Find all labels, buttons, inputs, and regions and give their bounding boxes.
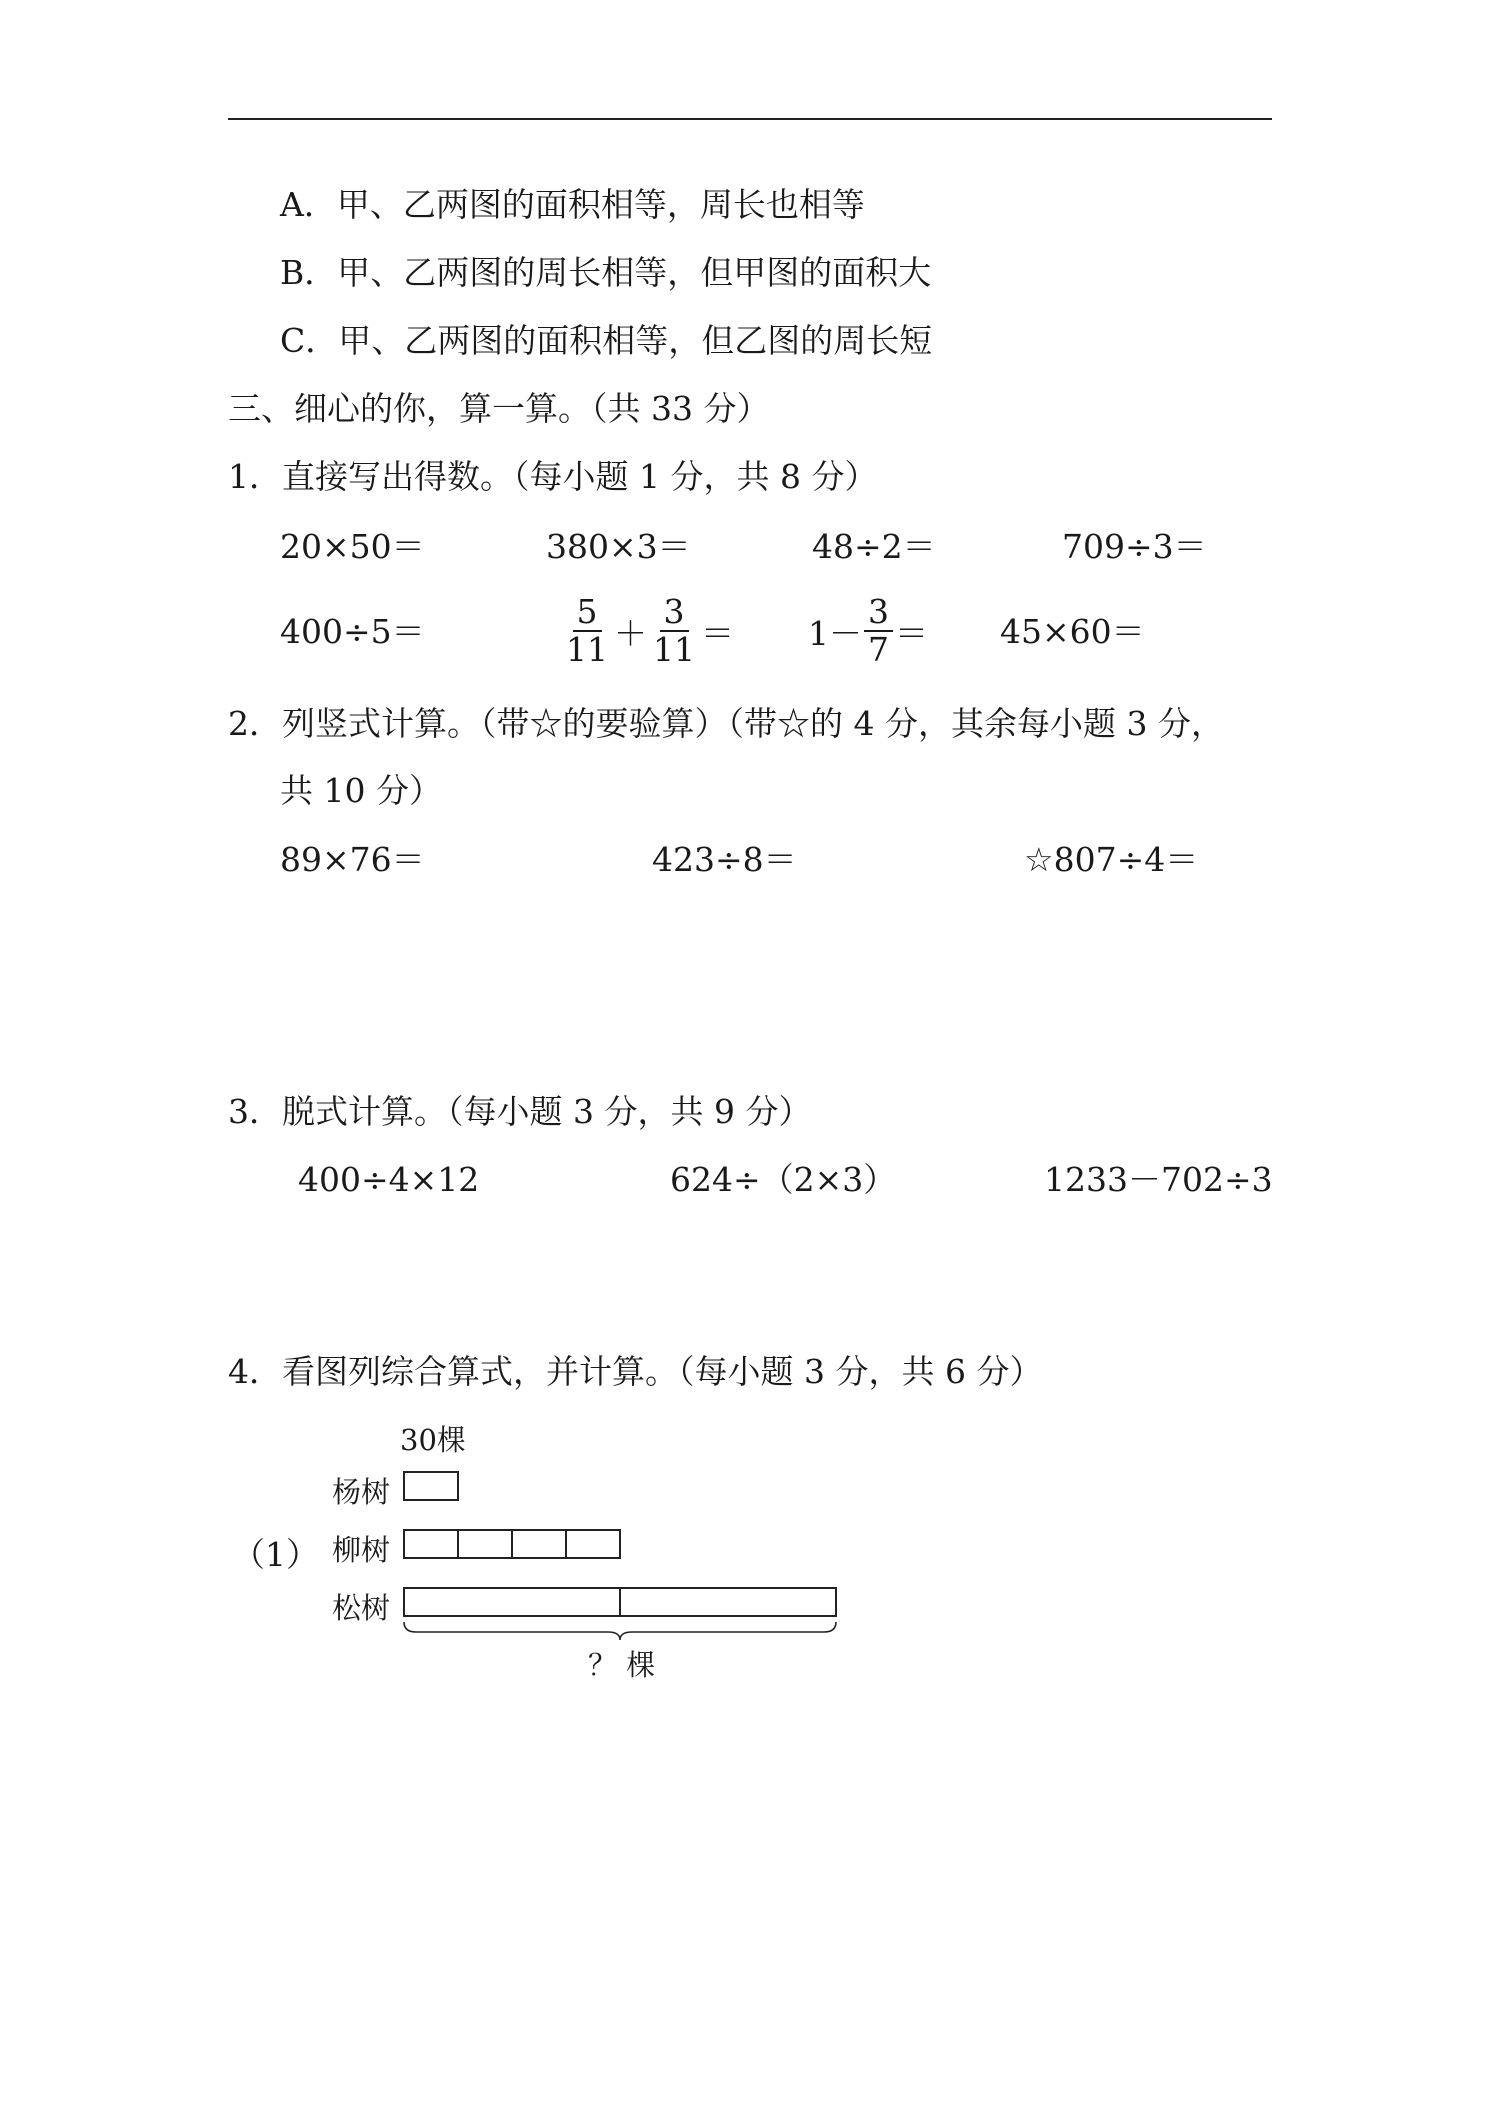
- q1-item-2: 380×3＝: [546, 527, 691, 566]
- section3-title: 三、细心的你，算一算。（共 33 分）: [228, 389, 770, 428]
- q1-item-7-fraction-sub: [808, 594, 928, 668]
- q1-item-5: 400÷5＝: [280, 612, 425, 651]
- numerator: 5: [573, 594, 602, 632]
- poplar-bar: [404, 1472, 458, 1500]
- diagram-top-label: 30棵: [400, 1423, 466, 1457]
- row-label-poplar: 杨树: [332, 1475, 391, 1509]
- numerator: 3: [864, 594, 893, 632]
- q3-title: 3．脱式计算。（每小题 3 分，共 9 分）: [228, 1092, 812, 1131]
- lead-term: 1－: [808, 613, 862, 653]
- q4-sub-label: （1）: [232, 1535, 319, 1574]
- q4-title: 4．看图列综合算式，并计算。（每小题 3 分，共 6 分）: [228, 1352, 1043, 1391]
- option-c: C．甲、乙两图的面积相等，但乙图的周长短: [280, 321, 933, 360]
- fraction: [864, 594, 893, 668]
- q3-item-1: 400÷4×12: [298, 1160, 480, 1199]
- q2-title-line2: 共 10 分）: [280, 771, 442, 810]
- denominator: 7: [868, 630, 889, 669]
- q1-item-4: 709÷3＝: [1062, 527, 1207, 566]
- fraction: [562, 594, 612, 668]
- line-segment-diagram: [230, 1420, 880, 1700]
- header-rule: [228, 118, 1272, 120]
- equals: ＝: [895, 613, 928, 653]
- q2-item-2: 423÷8＝: [652, 840, 797, 879]
- option-a: A．甲、乙两图的面积相等，周长也相等: [280, 185, 865, 224]
- diagram-bottom-label: ？ 棵: [588, 1648, 656, 1682]
- fraction: [649, 594, 699, 668]
- q1-title: 1．直接写出得数。（每小题 1 分，共 8 分）: [228, 457, 878, 496]
- option-b: B．甲、乙两图的周长相等，但甲图的面积大: [280, 253, 932, 292]
- operator: ＋: [614, 613, 647, 653]
- q1-item-8: 45×60＝: [1000, 612, 1145, 651]
- q2-item-3: ☆807÷4＝: [1024, 840, 1199, 879]
- q1-item-1: 20×50＝: [280, 527, 425, 566]
- row-label-willow: 柳树: [332, 1533, 391, 1567]
- row-label-pine: 松树: [332, 1591, 391, 1625]
- q2-item-1: 89×76＝: [280, 840, 425, 879]
- q1-item-6-fraction-sum: [560, 594, 734, 668]
- total-brace: [404, 1622, 836, 1640]
- q3-item-3: 1233－702÷3: [1044, 1160, 1273, 1199]
- equals: ＝: [701, 613, 734, 653]
- q1-item-3: 48÷2＝: [812, 527, 936, 566]
- denominator: 11: [653, 630, 695, 669]
- q2-title-line1: 2．列竖式计算。（带☆的要验算）（带☆的 4 分，其余每小题 3 分，: [228, 704, 1224, 743]
- diagram-bars: [230, 1420, 880, 1700]
- q3-item-2: 624÷（2×3）: [670, 1160, 897, 1199]
- numerator: 3: [660, 594, 689, 632]
- denominator: 11: [566, 630, 608, 669]
